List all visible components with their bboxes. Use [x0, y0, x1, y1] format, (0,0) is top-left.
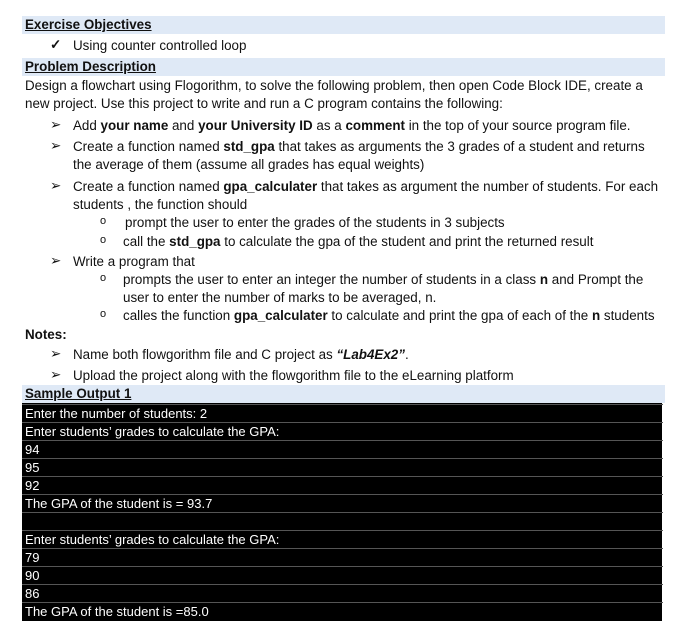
bullet-write-program: Write a program that: [73, 254, 195, 269]
terminal-line: The GPA of the student is =85.0: [22, 602, 663, 620]
note-upload: Upload the project along with the flowgorithm file to the eLearning platform: [73, 368, 514, 383]
note-name-files: Name both flowgorithm file and C project as “Lab4Ex2”.: [73, 347, 409, 362]
sub-prompt-students: prompts the user to enter an integer the number of students in a class n and Prompt the: [123, 272, 644, 287]
intro-line-1: Design a flowchart using Flogorithm, to solve the following problem, then open Code Block IDE, create a: [25, 78, 643, 93]
terminal-line: 90: [22, 566, 663, 584]
problem-header: Problem Description: [22, 58, 665, 76]
bullet-std-gpa: Create a function named std_gpa that takes as arguments the 3 grades of a student and returns: [73, 139, 645, 154]
terminal-line: 79: [22, 548, 663, 566]
check-icon: ✓: [50, 37, 62, 52]
sub-prompt-students-line2: user to enter the number of marks to be averaged, n.: [123, 290, 437, 305]
terminal-line: Enter students’ grades to calculate the GPA:: [22, 422, 663, 440]
sample-output-header: Sample Output 1: [22, 385, 665, 403]
bullet-gpa-calculater-line2: students , the function should: [73, 197, 248, 212]
terminal-line: 94: [22, 440, 663, 458]
terminal-line: 86: [22, 584, 663, 602]
objective-item: Using counter controlled loop: [73, 38, 247, 53]
sub-prompt-grades: prompt the user to enter the grades of the students in 3 subjects: [125, 215, 505, 230]
bullet-std-gpa-line2: the average of them (assume all grades has equal weights): [73, 157, 425, 172]
terminal-line: The GPA of the student is = 93.7: [22, 494, 663, 512]
sub-call-std-gpa: call the std_gpa to calculate the gpa of the student and print the returned result: [123, 234, 594, 249]
bullet-gpa-calculater: Create a function named gpa_calculater that takes as argument the number of students. For each: [73, 179, 659, 194]
notes-header: Notes:: [25, 327, 67, 342]
circle-bullet-icon: o: [100, 308, 107, 320]
terminal-line: Enter the number of students: 2: [22, 404, 663, 422]
circle-bullet-icon: o: [100, 234, 107, 246]
terminal-line: 95: [22, 458, 663, 476]
terminal-line: [22, 512, 663, 530]
arrow-bullet-icon: ➢: [50, 178, 62, 193]
intro-line-2: new project. Use this project to write and run a C program contains the following:: [25, 96, 503, 111]
arrow-bullet-icon: ➢: [50, 346, 62, 361]
arrow-bullet-icon: ➢: [50, 138, 62, 153]
circle-bullet-icon: o: [100, 272, 107, 284]
sub-calls-function: calles the function gpa_calculater to calculate and print the gpa of each of the n students: [123, 308, 655, 323]
circle-bullet-icon: o: [100, 215, 107, 227]
terminal-line: 92: [22, 476, 663, 494]
bullet-add-name: Add your name and your University ID as a comment in the top of your source program file.: [73, 118, 631, 133]
arrow-bullet-icon: ➢: [50, 253, 62, 268]
terminal-line: Enter students’ grades to calculate the GPA:: [22, 530, 663, 548]
arrow-bullet-icon: ➢: [50, 367, 62, 382]
arrow-bullet-icon: ➢: [50, 117, 62, 132]
objectives-header: Exercise Objectives: [22, 16, 665, 34]
